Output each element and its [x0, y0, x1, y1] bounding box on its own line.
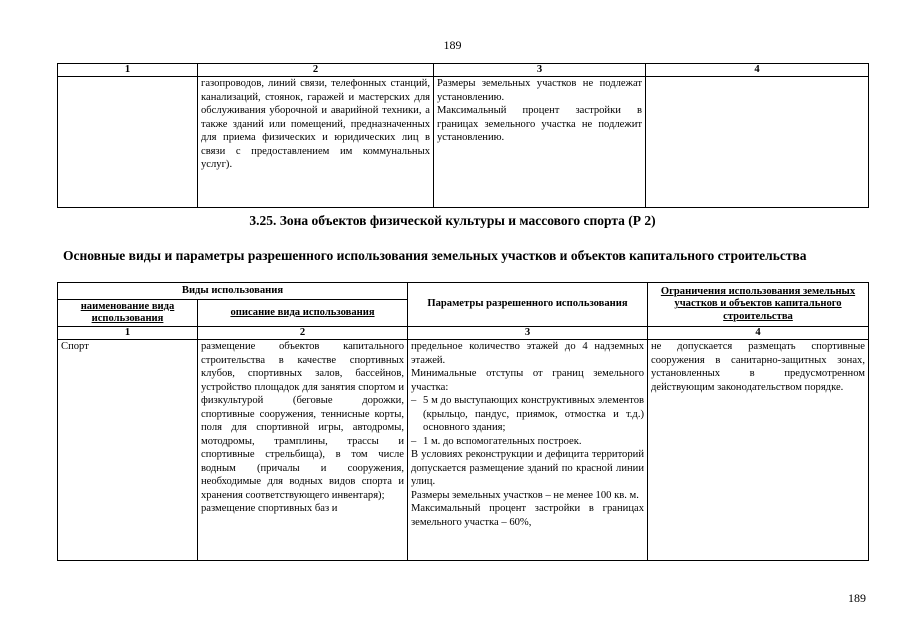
- parameter-bullet: [411, 435, 644, 449]
- section-heading: Основные виды и параметры разрешенного использования земельных участков и объектов капитального строительства: [63, 248, 807, 263]
- parameters-cell: [408, 340, 648, 561]
- parameter-bullet: [411, 394, 644, 435]
- page-number-top: 189: [443, 38, 462, 52]
- restrictions-cell: [648, 340, 869, 561]
- name-cell: [58, 77, 198, 208]
- column-number: 4: [646, 64, 869, 77]
- column-number: 3: [434, 64, 646, 77]
- table-row: [58, 77, 869, 208]
- parameters-cell: [434, 77, 646, 208]
- column-number-row: [58, 327, 869, 340]
- column-number: 1: [58, 327, 198, 340]
- uses-table: [57, 282, 869, 561]
- bullet-text: 5 м до выступающих конструктивных элементов (крыльцо, пандус, приямок, отмостка и т.д.) основного здания;: [423, 395, 644, 433]
- column-number-row: [58, 64, 869, 77]
- zone-title: 3.25. Зона объектов физической культуры и массового спорта (Р 2): [249, 213, 656, 228]
- bullet-text: 1 м. до вспомогательных построек.: [423, 435, 582, 447]
- group-header: Виды использования: [58, 283, 408, 300]
- description-text: размещение спортивных баз и: [201, 503, 338, 514]
- description-subheader: описание вида использования: [198, 300, 408, 327]
- dash-marker: –: [411, 435, 417, 447]
- parameter-line: Максимальный процент застройки в границах земельного участка не подлежит установлению.: [437, 105, 642, 143]
- column-number: 1: [58, 64, 198, 77]
- restrictions-cell: [646, 77, 869, 208]
- description-cell: [198, 77, 434, 208]
- header-row: [58, 283, 869, 300]
- parameters-header: Параметры разрешенного использования: [408, 283, 648, 327]
- column-number: 4: [648, 327, 869, 340]
- continuation-table: [57, 63, 869, 208]
- restrictions-text: не допускается размещать спортивные сооружения в санитарно-защитных зонах, установленных в предусмотренном действующим законодательством порядке.: [651, 341, 865, 393]
- column-number: 3: [408, 327, 648, 340]
- dash-marker: –: [411, 395, 417, 406]
- description-cell: [198, 340, 408, 561]
- description-text: газопроводов, линий связи, телефонных станций, канализаций, стоянок, гаражей и мастерских для обслуживания уборочной и аварийной техники, а также зданий или помещений, предназначенных для приема физических и юридических лиц в связи с предоставлением им коммунальных услуг).: [201, 78, 430, 170]
- parameter-line: В условиях реконструкции и дефицита территорий допускается размещение зданий по красной линии улиц.: [411, 449, 644, 487]
- use-name: Спорт: [61, 341, 89, 352]
- parameter-line: Размеры земельных участков не подлежат установлению.: [437, 78, 642, 103]
- page-number-bottom: 189: [848, 591, 866, 605]
- description-text: размещение объектов капитального строительства в качестве спортивных клубов, спортивных залов, бассейнов, устройство площадок для занятия спортом и физкультурой (беговые дорожки, спортивные сооружения, теннисные корты, поля для спортивной игры, автодромы, мотодромы, трамплины, трассы и спортивные стрельбища), в том числе водным (причалы и сооружения, необходимые для водных видов спорта и хранения соответствующего инвентаря);: [201, 341, 404, 501]
- name-cell: [58, 340, 198, 561]
- restrictions-header: Ограничения использования земельных участков и объектов капитального строительства: [648, 283, 869, 327]
- parameter-line: Максимальный процент застройки в границах земельного участка – 60%,: [411, 503, 644, 528]
- column-number: 2: [198, 327, 408, 340]
- parameter-line: предельное количество этажей до 4 надземных этажей.: [411, 341, 644, 366]
- column-number: 2: [198, 64, 434, 77]
- name-subheader: наименование вида использования: [58, 300, 198, 327]
- table-row: [58, 340, 869, 561]
- parameter-line: Минимальные отступы от границ земельного участка:: [411, 368, 644, 393]
- parameter-line: Размеры земельных участков – не менее 100 кв. м.: [411, 489, 639, 501]
